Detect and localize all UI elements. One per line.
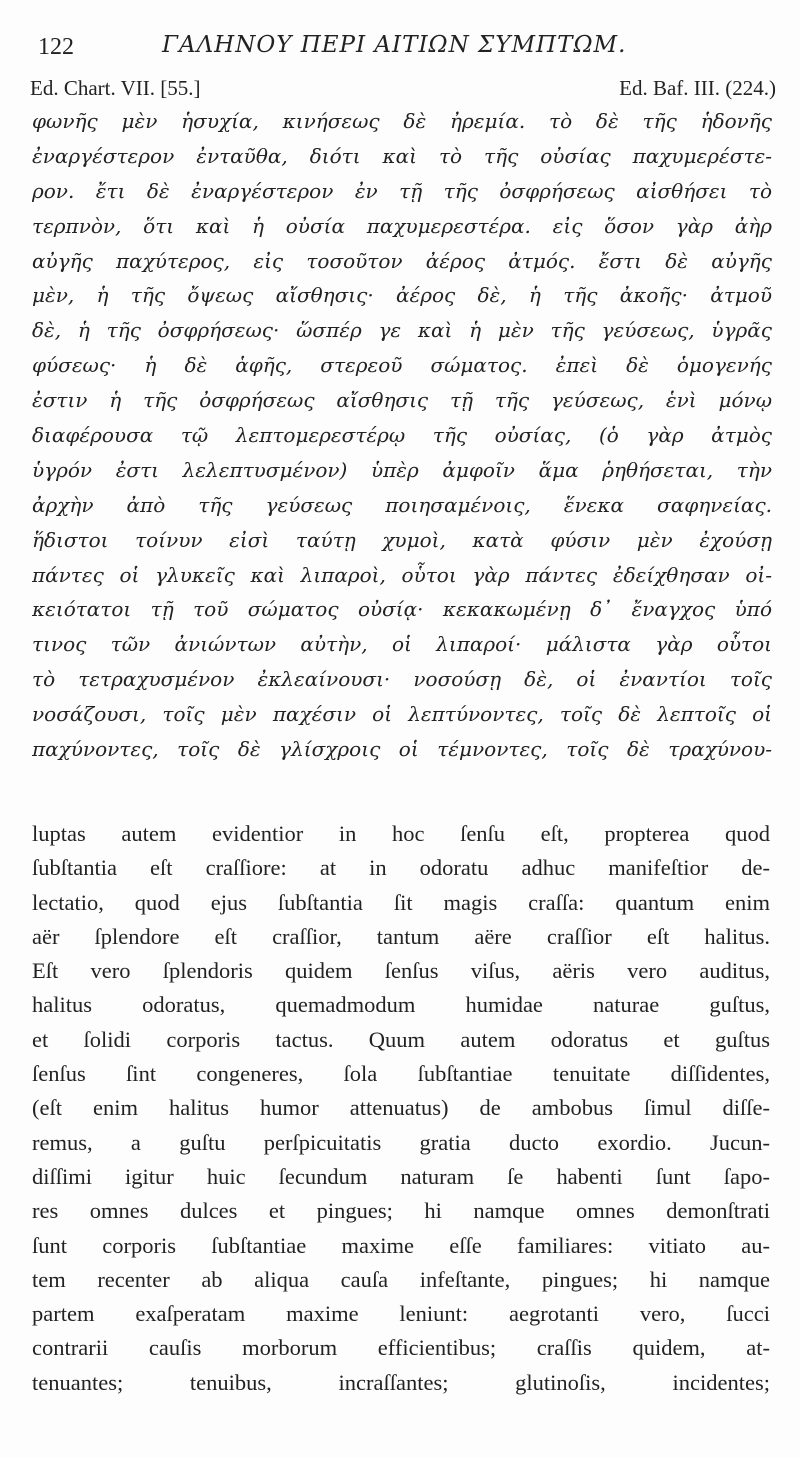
latin-line: lectatio, quod ejus ſubſtantia ſit magis craſſa: quantum enim: [32, 889, 770, 915]
latin-line: et ſolidi corporis tactus. Quum autem odoratus et guſtus: [32, 1026, 770, 1052]
greek-line: ὑγρόν ἐστι λελεπτυσμένον) ὑπὲρ ἀμφοῖν ἅμα ῥηθήσεται, τὴν: [32, 457, 772, 482]
latin-line: ſenſus ſint congeneres, ſola ſubſtantiae tenuitate diſſidentes,: [32, 1061, 770, 1087]
edition-basel-reference: Ed. Baf. III. (224.): [619, 76, 776, 100]
greek-line: ἥδιστοι τοίνυν εἰσὶ ταύτῃ χυμοὶ, κατὰ φύσιν μὲν ἐχούσῃ: [32, 527, 772, 552]
running-title: ΓΑΛΗΝΟΥ ΠΕΡΙ ΑΙΤΙΩΝ ΣΥΜΠΤΩΜ.: [162, 32, 627, 58]
greek-line: διαφέρουσα τῷ λεπτομερεστέρῳ τῆς οὐσίας, (ὁ γὰρ ἀτμὸς: [32, 423, 772, 448]
latin-line: (eſt enim halitus humor attenuatus) de ambobus ſimul diſſe-: [32, 1095, 770, 1121]
edition-chartier-reference: Ed. Chart. VII. [55.]: [30, 76, 201, 100]
greek-line: αὐγῆς παχύτερος, εἰς τοσοῦτον ἀέρος ἀτμός. ἔστι δὲ αὐγῆς: [32, 248, 772, 273]
latin-line: Eſt vero ſplendoris quidem ſenſus viſus, aëris vero auditus,: [32, 958, 770, 984]
greek-text-block: [32, 104, 772, 767]
greek-line: νοσάζουσι, τοῖς μὲν παχέσιν οἱ λεπτύνοντες, τοῖς δὲ λεπτοῖς οἱ: [32, 702, 772, 727]
latin-line: ſunt corporis ſubſtantiae maxime eſſe familiares: vitiato au-: [32, 1232, 770, 1258]
latin-line: tem recenter ab aliqua cauſa infeſtante, pingues; hi namque: [32, 1266, 770, 1292]
latin-line: diſſimi igitur huic ſecundum naturam ſe habenti ſunt ſapo-: [32, 1163, 770, 1189]
greek-line: ἐστιν ἡ τῆς ὀσφρήσεως αἴσθησις τῇ τῆς γεύσεως, ἑνὶ μόνῳ: [32, 388, 772, 413]
latin-text-block: [32, 817, 770, 1400]
greek-line: μὲν, ἡ τῆς ὄψεως αἴσθησις· ἀέρος δὲ, ἡ τῆς ἀκοῆς· ἀτμοῦ: [32, 283, 772, 308]
greek-line: τερπνὸν, ὅτι καὶ ἡ οὐσία παχυμερεστέρα. εἰς ὅσον γὰρ ἀὴρ: [32, 213, 772, 238]
latin-line: aër ſplendore eſt craſſior, tantum aëre craſſior eſt halitus.: [32, 923, 770, 949]
edition-references: [30, 76, 776, 106]
greek-line: τινος τῶν ἀνιώντων αὐτὴν, οἱ λιπαροί· μάλιστα γὰρ οὗτοι: [32, 632, 772, 657]
greek-line: πάντες οἱ γλυκεῖς καὶ λιπαροὶ, οὗτοι γὰρ πάντες ἐδείχθησαν οἰ-: [32, 562, 772, 587]
latin-line: remus, a guſtu perſpicuitatis gratia ducto exordio. Jucun-: [32, 1129, 770, 1155]
greek-line: δὲ, ἡ τῆς ὀσφρήσεως· ὥσπέρ γε καὶ ἡ μὲν τῆς γεύσεως, ὑγρᾶς: [32, 318, 772, 343]
greek-line: παχύνοντες, τοῖς δὲ γλίσχροις οἱ τέμνοντες, τοῖς δὲ τραχύνου-: [32, 737, 772, 762]
greek-line: ἀρχὴν ἀπὸ τῆς γεύσεως ποιησαμένοις, ἕνεκα σαφηνείας.: [32, 492, 772, 517]
greek-line: ἐναργέστερον ἐνταῦθα, διότι καὶ τὸ τῆς οὐσίας παχυμερέστε-: [32, 143, 772, 168]
greek-line: ρον. ἔτι δὲ ἐναργέστερον ἐν τῇ τῆς ὀσφρήσεως αἰσθήσει τὸ: [32, 178, 772, 203]
greek-line: τὸ τετραχυσμένον ἐκλεαίνουσι· νοσούσῃ δὲ, οἱ ἐναντίοι τοῖς: [32, 667, 772, 692]
latin-line: res omnes dulces et pingues; hi namque omnes demonſtrati: [32, 1198, 770, 1224]
greek-line: φωνῆς μὲν ἡσυχία, κινήσεως δὲ ἠρεμία. τὸ δὲ τῆς ἡδονῆς: [32, 109, 772, 133]
latin-line: partem exaſperatam maxime leniunt: aegrotanti vero, ſucci: [32, 1301, 770, 1327]
greek-line: κειότατοι τῇ τοῦ σώματος οὐσίᾳ· κεκακωμένῃ δ᾽ ἔναγχος ὑπό: [32, 597, 772, 622]
latin-line: halitus odoratus, quemadmodum humidae naturae guſtus,: [32, 992, 770, 1018]
latin-line: ſubſtantia eſt craſſiore: at in odoratu adhuc manifeſtior de-: [32, 855, 770, 881]
latin-line: tenuantes; tenuibus, incraſſantes; glutinoſis, incidentes;: [32, 1369, 770, 1395]
greek-line: φύσεως· ἡ δὲ ἁφῆς, στερεοῦ σώματος. ἐπεὶ δὲ ὁμογενής: [32, 353, 772, 378]
page-header: [22, 28, 780, 62]
latin-line: luptas autem evidentior in hoc ſenſu eſt, propterea quod: [32, 821, 770, 846]
latin-line: contrarii cauſis morborum efficientibus; craſſis quidem, at-: [32, 1335, 770, 1361]
page-number: 122: [38, 34, 74, 60]
